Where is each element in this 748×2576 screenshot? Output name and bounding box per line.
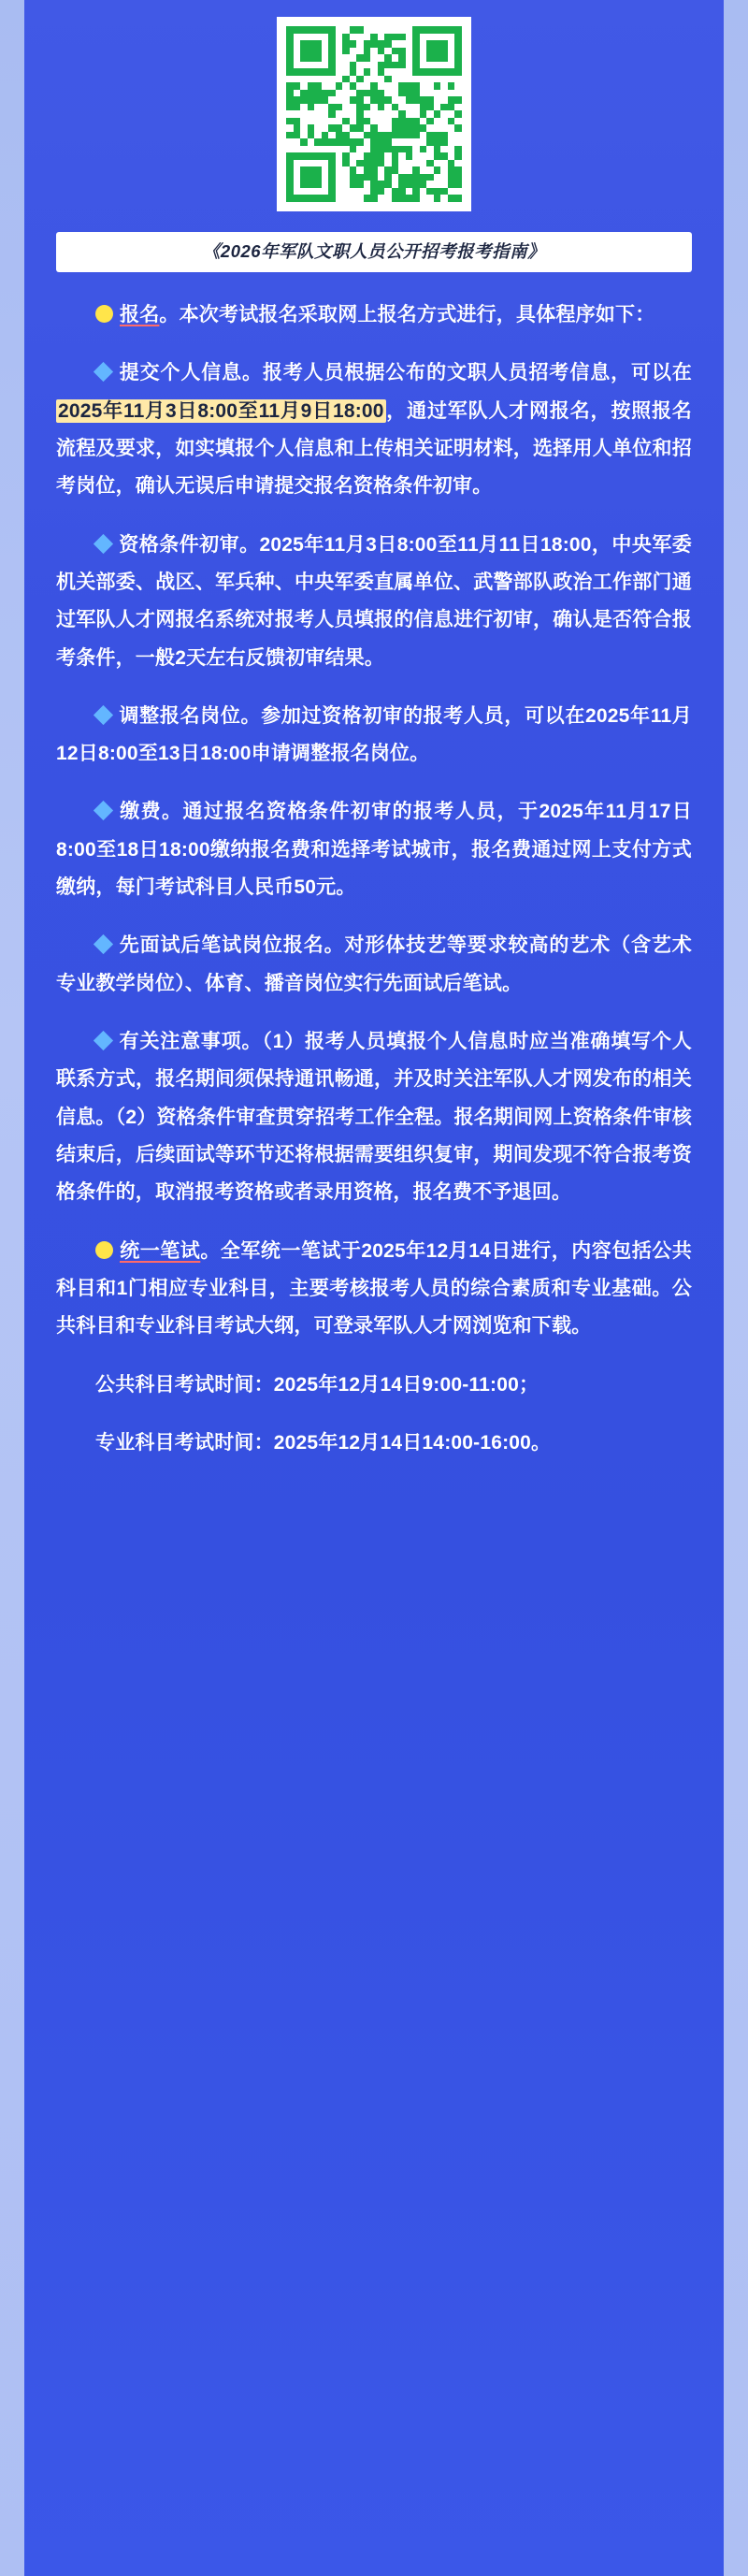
paragraph-text: 调整报名岗位。参加过资格初审的报考人员，可以在2025年11月12日8:00至13日18:00申请调整报名岗位。 [56,704,692,765]
document-paragraph [56,1023,692,1212]
bullet-diamond-icon [94,801,113,820]
bullet-diamond-icon [94,705,113,725]
qr-code-wrap [24,0,724,211]
document-title-band [56,232,692,272]
paragraph-text: 缴费。通过报名资格条件初审的报考人员，于2025年11月17日8:00至18日18:00缴纳报名费和选择考试城市，报名费通过网上支付方式缴纳，每门考试科目人民币50元。 [56,801,692,899]
document-paragraph [56,927,692,1003]
bullet-diamond-icon [94,362,113,382]
qr-code-modules [286,26,462,202]
document-paragraph [56,527,692,677]
document-paragraph [56,698,692,774]
bullet-circle-icon [95,1241,113,1259]
document-paragraph [56,297,692,334]
document-paragraph [56,1425,692,1462]
paragraph-text: 专业科目考试时间：2025年12月14日14:00-16:00。 [95,1431,552,1454]
paragraph-text: 公共科目考试时间：2025年12月14日9:00-11:00； [95,1373,539,1396]
bullet-diamond-icon [94,934,113,954]
paragraph-text: 资格条件初审。2025年11月3日8:00至11月11日18:00，中央军委机关部委、战区、军兵种、中央军委直属单位、武警部队政治工作部门通过军队人才网报名系统对报考人员填报的信息进行初审，确认是否符合报考条件，一般2天左右反馈初审结果。 [56,533,692,669]
paragraph-lead: 报名 [120,304,160,326]
bullet-diamond-icon [94,1031,113,1050]
highlighted-date-range: 2025年11月3日8:00至11月9日18:00 [58,399,384,422]
paragraph-text: 先面试后笔试岗位报名。对形体技艺等要求较高的艺术（含艺术专业教学岗位）、体育、播音岗位实行先面试后笔试。 [56,934,692,994]
document-body [24,272,724,1520]
document-paragraph [56,355,692,505]
qr-code[interactable] [277,17,471,211]
document-paragraph [56,1367,692,1404]
paragraph-text-before: 提交个人信息。报考人员根据公布的文职人员招考信息，可以在 [119,362,692,384]
document-paragraph [56,1233,692,1346]
page-title: 《2026年军队文职人员公开招考报考指南》 [202,241,546,261]
paragraph-text: 。本次考试报名采取网上报名方式进行，具体程序如下： [159,304,655,326]
document-paragraph [56,793,692,906]
document-content [24,0,724,1520]
bullet-diamond-icon [94,534,113,554]
paragraph-lead: 统一笔试 [120,1239,201,1262]
left-rail [0,0,24,2576]
paragraph-text-after: ，通过军队人才网报名，按照报名流程及要求，如实填报个人信息和上传相关证明材料，选择用人单位和招考岗位，确认无误后申请提交报名资格条件初审。 [56,399,693,498]
paragraph-text: 有关注意事项。（1）报考人员填报个人信息时应当准确填写个人联系方式，报名期间须保持通讯畅通，并及时关注军队人才网发布的相关信息。（2）资格条件审查贯穿招考工作全程。报名期间网上资格条件审核结束后，后续面试等环节还将根据需要组织复审，期间发现不符合报考资格条件的，取消报考资格或者录用资格，报名费不予退回。 [56,1031,692,1204]
bullet-circle-icon [95,305,113,323]
right-rail [724,0,748,2576]
paragraph-text: 。全军统一笔试于2025年12月14日进行，内容包括公共科目和1门相应专业科目，主要考核报考人员的综合素质和专业基础。公共科目和专业科目考试大纲，可登录军队人才网浏览和下载。 [56,1239,692,1338]
